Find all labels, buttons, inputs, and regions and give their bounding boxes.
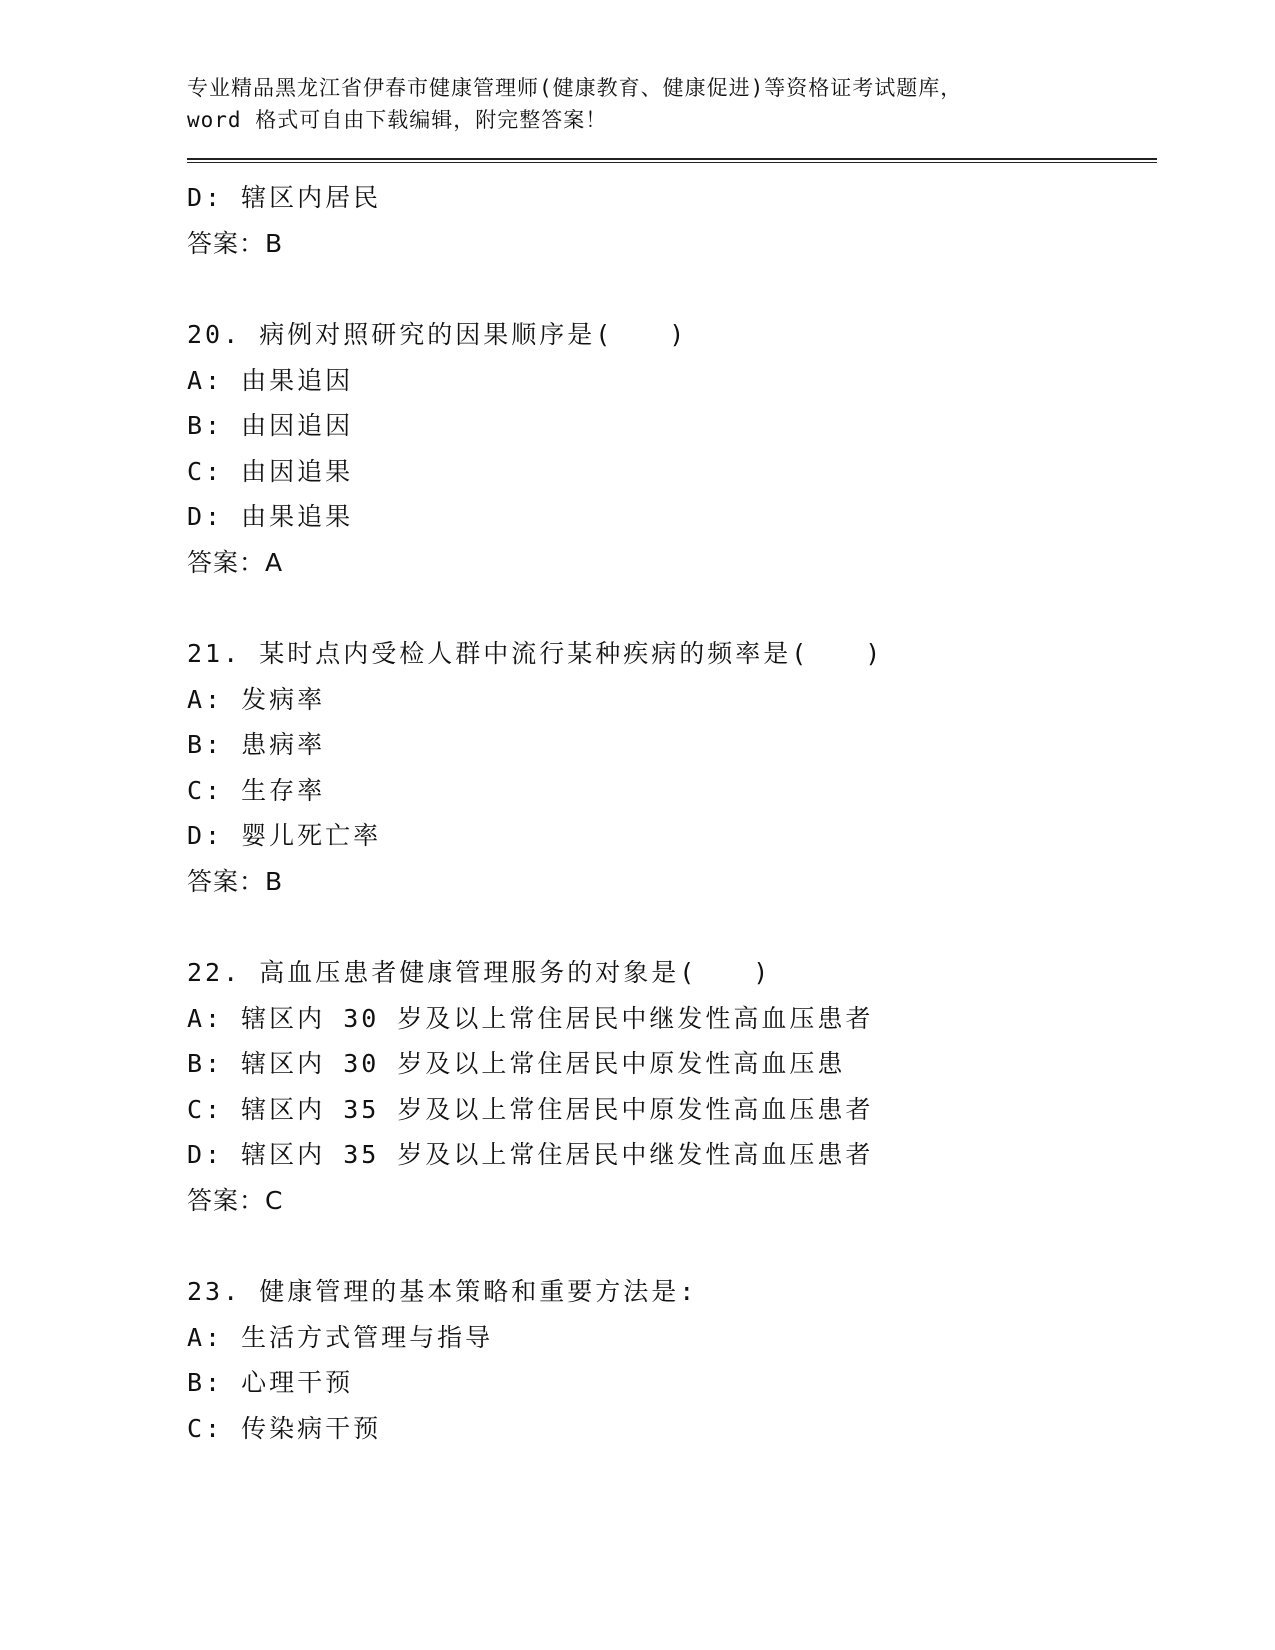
question-22-option-d: D: 辖区内 35 岁及以上常住居民中继发性高血压患者 [187, 1140, 874, 1169]
question-21-option-b: B: 患病率 [187, 730, 326, 759]
question-22-option-b: B: 辖区内 30 岁及以上常住居民中原发性高血压患 [187, 1049, 846, 1078]
question-20-option-c: C: 由因追果 [187, 456, 354, 486]
header-line-2: word 格式可自由下载编辑，附完整答案！ [187, 108, 608, 132]
document-page [187, 72, 1157, 1451]
question-21-answer: 答案：B [187, 866, 284, 896]
spacer [187, 904, 1157, 950]
question-21-option-d: D: 婴儿死亡率 [187, 821, 382, 850]
spacer [187, 266, 1157, 312]
question-23-option-c: C: 传染病干预 [187, 1413, 382, 1443]
question-23-stem: 23. 健康管理的基本策略和重要方法是: [187, 1277, 698, 1306]
question-22-option-a: A: 辖区内 30 岁及以上常住居民中继发性高血压患者 [187, 1003, 874, 1033]
question-list [187, 175, 1157, 1451]
question-23-option-b: B: 心理干预 [187, 1368, 354, 1397]
question-20-option-d: D: 由果追果 [187, 502, 354, 531]
question-20-option-a: A: 由果追因 [187, 365, 354, 395]
header-line-1: 专业精品黑龙江省伊春市健康管理师(健康教育、健康促进)等资格证考试题库， [187, 76, 963, 100]
question-20-answer: 答案：A [187, 547, 284, 577]
header-divider [187, 158, 1157, 163]
prev-option-d: D: 辖区内居民 [187, 183, 382, 212]
spacer [187, 1223, 1157, 1269]
question-21-option-a: A: 发病率 [187, 684, 326, 714]
document-header [187, 72, 1157, 136]
question-22-stem: 22. 高血压患者健康管理服务的对象是( ) [187, 958, 772, 987]
question-20-option-b: B: 由因追因 [187, 411, 354, 440]
question-23-option-a: A: 生活方式管理与指导 [187, 1322, 494, 1352]
question-22-option-c: C: 辖区内 35 岁及以上常住居民中原发性高血压患者 [187, 1094, 874, 1124]
question-21-option-c: C: 生存率 [187, 775, 326, 805]
prev-answer: 答案：B [187, 228, 284, 258]
question-22-answer: 答案：C [187, 1185, 284, 1215]
question-21-stem: 21. 某时点内受检人群中流行某种疾病的频率是( ) [187, 639, 884, 668]
spacer [187, 585, 1157, 631]
question-20-stem: 20. 病例对照研究的因果顺序是( ) [187, 320, 688, 349]
